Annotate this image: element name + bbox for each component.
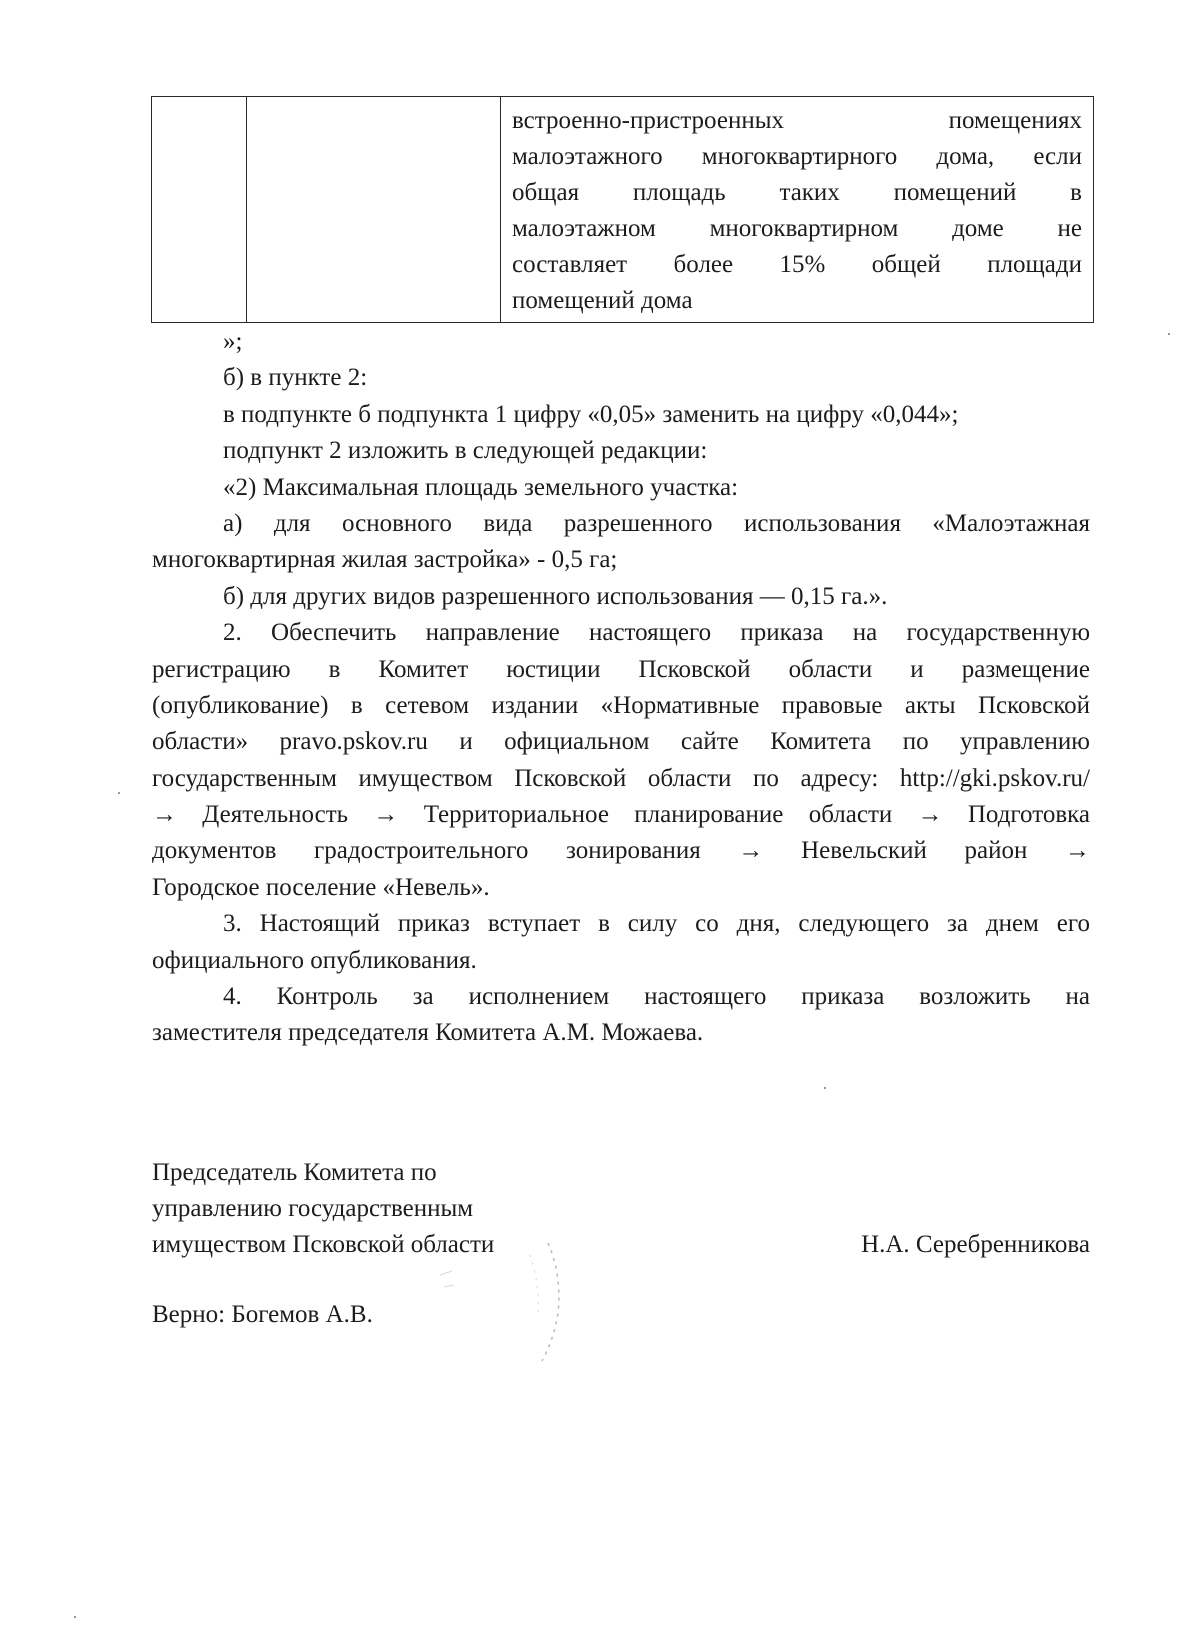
signatory-title-line: Председатель Комитета по — [152, 1159, 437, 1186]
paragraph-2-line: области» pravo.pskov.ru и официальном сайте Комитета по управлению — [152, 728, 1090, 756]
signature-block — [152, 1155, 1090, 1263]
body-line: в подпункте б подпункта 1 цифру «0,05» заменить на цифру «0,044»; — [223, 400, 959, 428]
body-line: б) для других видов разрешенного использования — 0,15 га.». — [223, 582, 888, 610]
signatory-title-line: имуществом Псковской области — [152, 1231, 495, 1258]
amendment-table — [151, 96, 1094, 323]
table-cell-description — [501, 97, 1094, 323]
table-cell-line: малоэтажном многоквартирном доме не — [512, 215, 1082, 242]
paragraph-4-line: заместителя председателя Комитета А.М. Можаева. — [152, 1019, 704, 1047]
table-cell-line: встроенно-пристроенных помещениях — [512, 107, 1082, 134]
body-line: многоквартирная жилая застройка» - 0,5 га; — [152, 546, 618, 574]
scan-speck — [1168, 333, 1170, 335]
table-cell-line: общая площадь таких помещений в — [512, 179, 1082, 206]
body-line: б) в пункте 2: — [223, 364, 368, 392]
closing-quote-line: »; — [223, 328, 243, 355]
body-line: подпункт 2 изложить в следующей редакции: — [223, 437, 708, 465]
table-cell-number — [152, 97, 247, 323]
scan-speck — [118, 792, 120, 794]
scan-speck — [74, 1616, 76, 1618]
paragraph-2-line: документов градостроительного зонирования → Невельский район → — [152, 837, 1090, 865]
table-cell-name — [247, 97, 501, 323]
paragraph-2-line: Городское поселение «Невель». — [152, 873, 490, 901]
paragraph-2-line: регистрацию в Комитет юстиции Псковской области и размещение — [152, 655, 1090, 683]
stamp-mark — [430, 1235, 570, 1375]
signatory-name: Н.А. Серебренникова — [861, 1231, 1090, 1258]
paragraph-2-line: → Деятельность → Территориальное планирование области → Подготовка — [152, 801, 1090, 829]
table-row — [152, 97, 1094, 323]
table-cell-line: малоэтажного многоквартирного дома, если — [512, 143, 1082, 170]
body-line: «2) Максимальная площадь земельного участка: — [223, 473, 739, 501]
body-text — [152, 324, 1090, 1052]
paragraph-4-line: 4. Контроль за исполнением настоящего приказа возложить на — [223, 983, 1090, 1011]
signatory-title-line: управлению государственным — [152, 1195, 474, 1222]
table-cell-line: составляет более 15% общей площади — [512, 251, 1082, 278]
paragraph-3-line: 3. Настоящий приказ вступает в силу со дня, следующего за днем его — [223, 910, 1090, 938]
paragraph-2-line: 2. Обеспечить направление настоящего приказа на государственную — [223, 619, 1090, 647]
paragraph-2-line: (опубликование) в сетевом издании «Нормативные правовые акты Псковской — [152, 691, 1090, 719]
certified-copy-note: Верно: Богемов А.В. — [152, 1301, 373, 1328]
paragraph-2-line: государственным имуществом Псковской области по адресу: http://gki.pskov.ru/ — [152, 764, 1090, 792]
table-cell-line: помещений дома — [512, 287, 693, 314]
scan-speck — [824, 1087, 826, 1089]
body-line: а) для основного вида разрешенного использования «Малоэтажная — [223, 509, 1090, 537]
paragraph-3-line: официального опубликования. — [152, 946, 477, 974]
